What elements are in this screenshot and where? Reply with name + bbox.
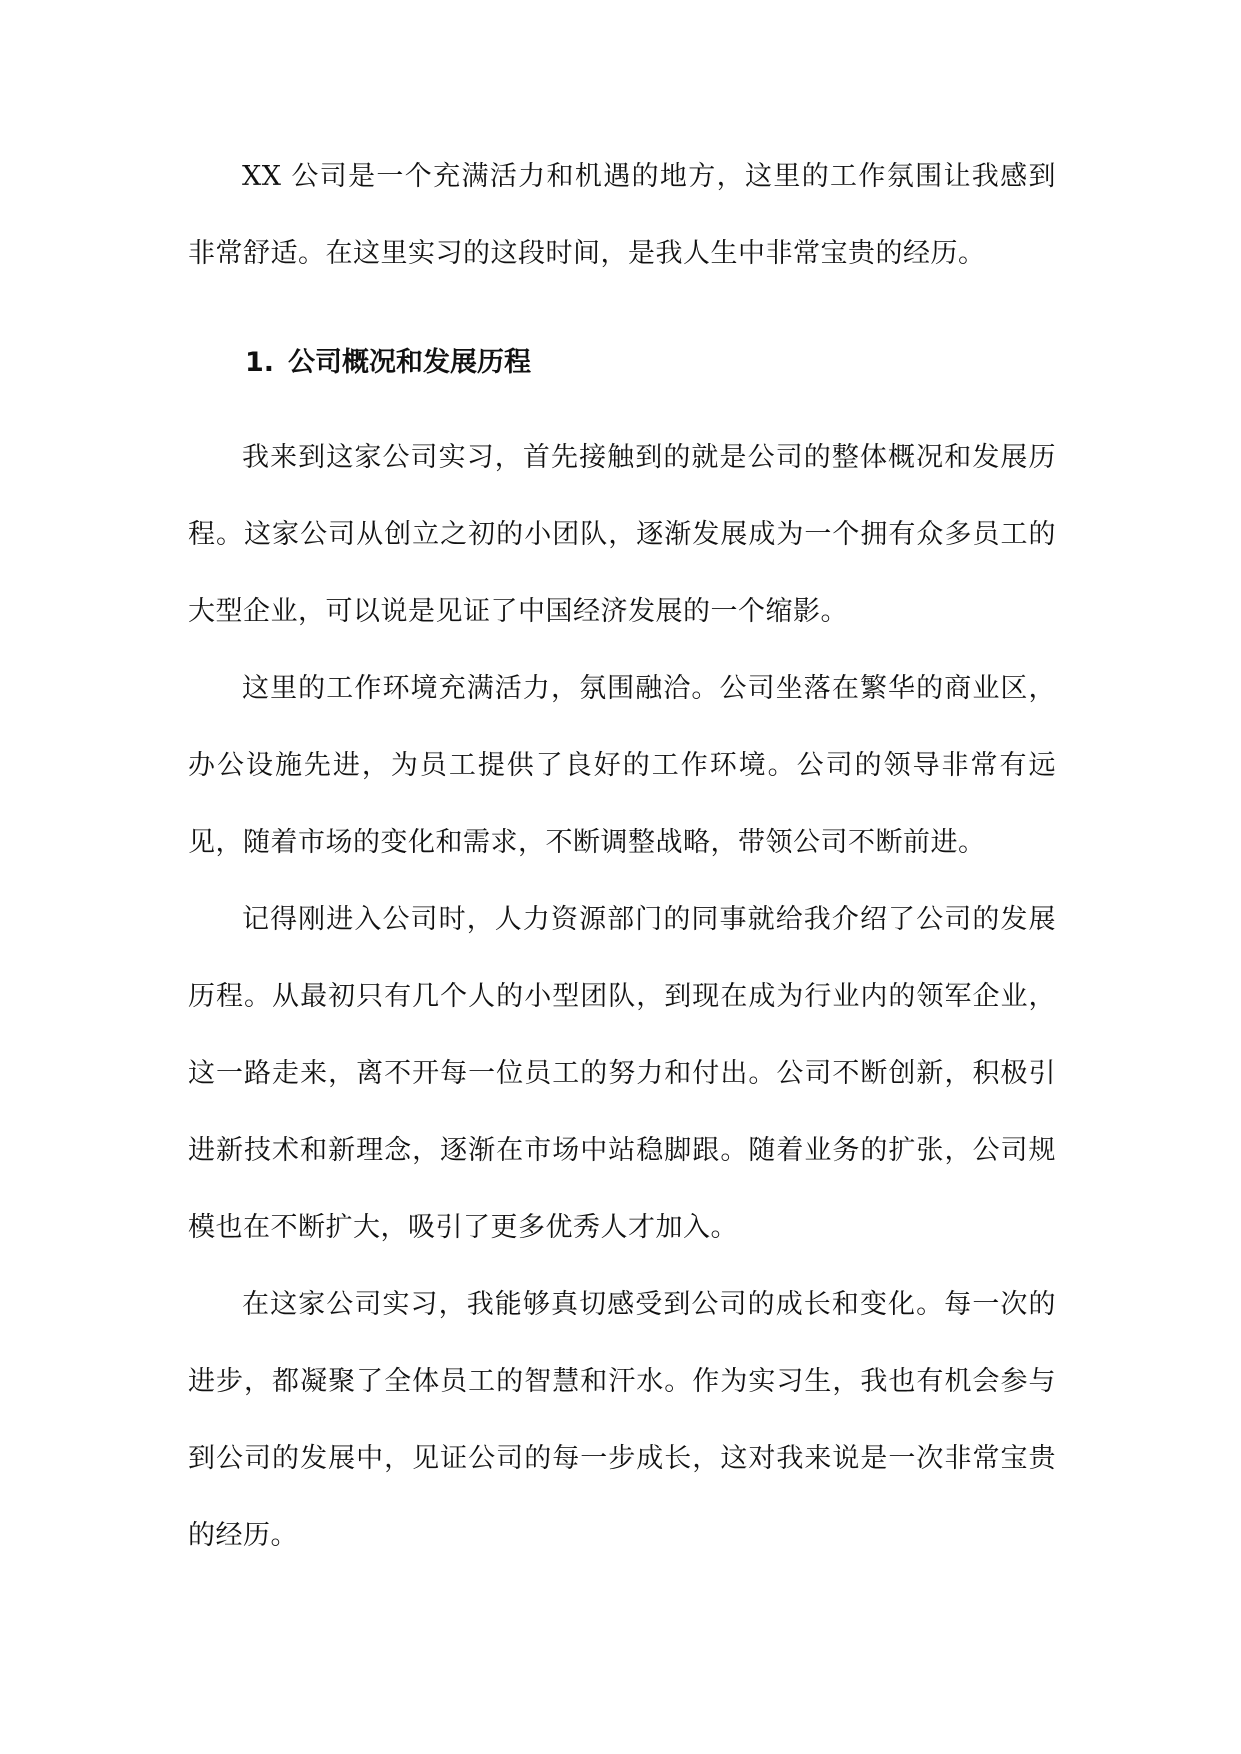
body-paragraph: 在这家公司实习，我能够真切感受到公司的成长和变化。每一次的进步，都凝聚了全体员工的智慧和汗水。作为实习生，我也有机会参与到公司的发展中，见证公司的每一步成长，这对我来说是一次非常宝贵的经历。	[188, 1289, 1056, 1551]
section-number: 1.	[245, 347, 275, 378]
body-paragraph: 这里的工作环境充满活力，氛围融洽。公司坐落在繁华的商业区，办公设施先进，为员工提供了良好的工作环境。公司的领导非常有远见，随着市场的变化和需求，不断调整战略，带领公司不断前进。	[188, 673, 1056, 858]
body-paragraph: 我来到这家公司实习，首先接触到的就是公司的整体概况和发展历程。这家公司从创立之初的小团队，逐渐发展成为一个拥有众多员工的大型企业，可以说是见证了中国经济发展的一个缩影。	[188, 442, 1056, 627]
document-body	[188, 138, 1056, 1574]
body-paragraph: 记得刚进入公司时，人力资源部门的同事就给我介绍了公司的发展历程。从最初只有几个人的小型团队，到现在成为行业内的领军企业，这一路走来，离不开每一位员工的努力和付出。公司不断创新，积极引进新技术和新理念，逐渐在市场中站稳脚跟。随着业务的扩张，公司规模也在不断扩大，吸引了更多优秀人才加入。	[188, 904, 1056, 1243]
intro-paragraph: XX 公司是一个充满活力和机遇的地方，这里的工作氛围让我感到非常舒适。在这里实习的这段时间，是我人生中非常宝贵的经历。	[188, 161, 1056, 269]
section-title: 公司概况和发展历程	[288, 347, 532, 378]
section-heading	[188, 324, 1056, 401]
